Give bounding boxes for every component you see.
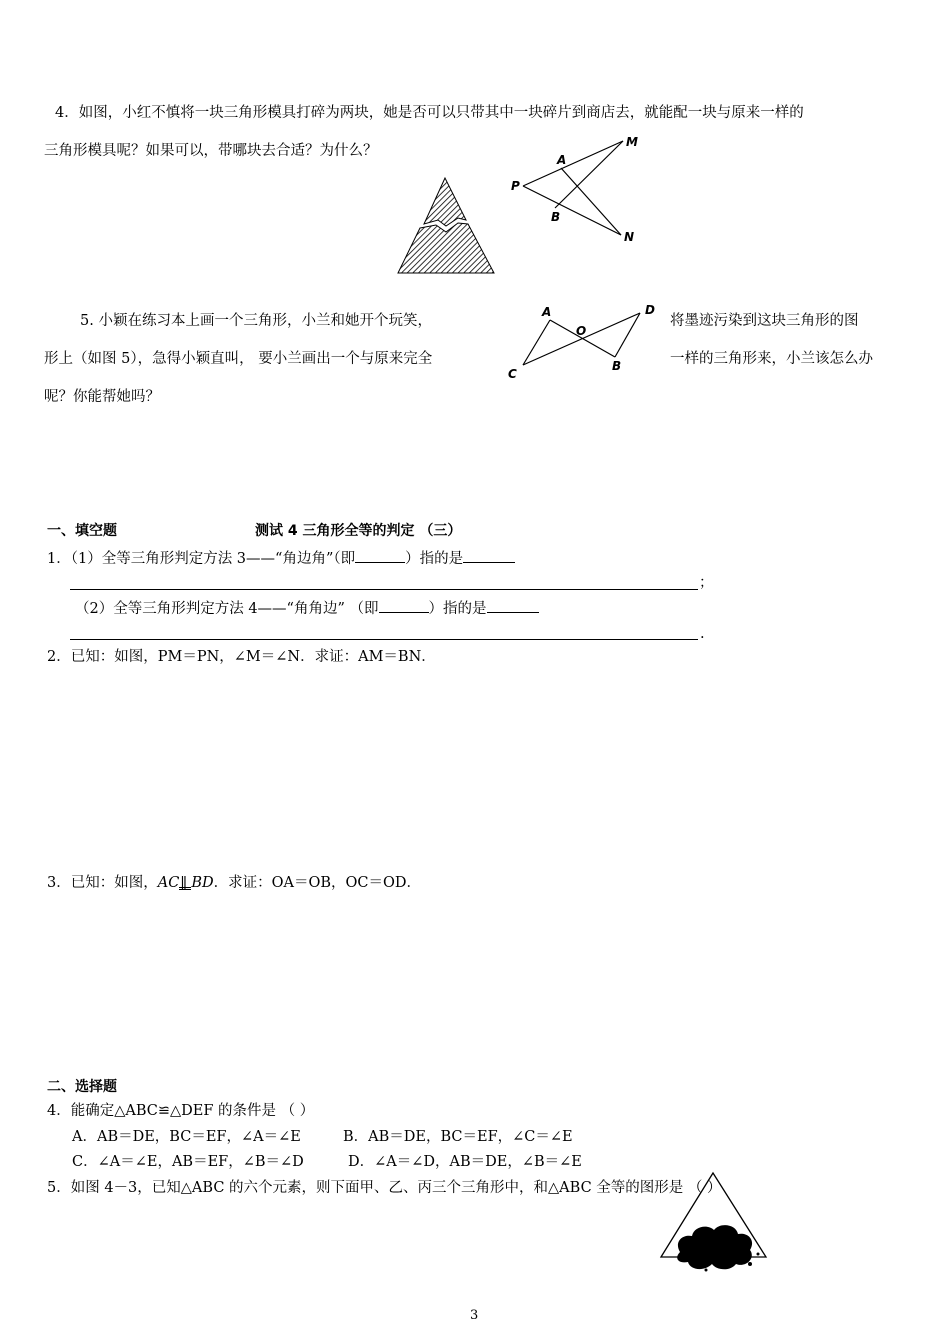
q5-line1-left: 5. 小颖在练习本上画一个三角形，小兰和她开个玩笑，	[80, 313, 432, 329]
q5-line2-left: 形上（如图 5），急得小颖直叫， 要小兰画出一个与原来完全	[44, 351, 433, 367]
choice5-stem: 5．如图 4－3，已知△ABC 的六个元素，则下面甲、乙、丙三个三角形中，和△ABC 全等的图形是 （ ）	[47, 1180, 722, 1196]
fill3-prefix: 3．已知：如图，	[47, 875, 158, 891]
choice4-option-b: B．AB＝DE，BC＝EF，∠C＝∠E	[343, 1129, 573, 1145]
parallel-equal-symbol: ∥	[179, 874, 191, 890]
fill1-end2: .	[700, 626, 705, 642]
fill1-blank1[interactable]	[355, 547, 405, 563]
fill3-ac: AC	[157, 875, 180, 891]
pmn-figure	[505, 133, 645, 243]
q5-line1-right: 将墨迹污染到这块三角形的图	[670, 313, 859, 329]
q4-line1: 4．如图，小红不慎将一块三角形模具打碎为两块，她是否可以只带其中一块碎片到商店去，就能配一块与原来一样的	[55, 105, 804, 121]
triangle-top-piece	[424, 178, 466, 226]
fill3-bd: BD	[191, 875, 214, 891]
label-b: B	[551, 210, 561, 224]
section1-title: 测试 4 三角形全等的判定 （三）	[255, 523, 462, 539]
fill3-text	[47, 873, 421, 893]
label-p: P	[511, 179, 520, 193]
fill1-part1-b: ）指的是	[405, 551, 464, 567]
label-b2: B	[612, 359, 622, 373]
fill1-part2	[75, 597, 539, 619]
fill1-blank3[interactable]	[379, 597, 429, 613]
label-n: N	[624, 230, 635, 244]
label-d: D	[645, 303, 655, 317]
q4-line2: 三角形模具呢？如果可以，带哪块去合适？为什么？	[44, 143, 378, 159]
fill1-end1: ；	[699, 575, 714, 591]
choice4-stem: 4．能确定△ABC≌△DEF 的条件是 （ ）	[47, 1103, 315, 1119]
fill1-part1	[47, 547, 515, 569]
label-c: C	[508, 367, 517, 381]
fill1-part1-a: 1．（1）全等三角形判定方法 3——“角边角”（即	[47, 551, 356, 567]
label-a2: A	[542, 305, 552, 319]
ink-blot	[677, 1225, 752, 1269]
fill1-blank2[interactable]	[463, 547, 515, 563]
q5-line2-right: 一样的三角形来，小兰该怎么办	[670, 351, 873, 367]
label-m: M	[626, 135, 638, 149]
fill1-answer-line1[interactable]	[70, 589, 698, 590]
section2-label: 二、选择题	[47, 1079, 117, 1095]
ink-triangle-figure	[658, 1170, 770, 1270]
page-number: 3	[470, 1308, 479, 1323]
section1-label: 一、填空题	[47, 523, 117, 539]
fill1-part2-b: ）指的是	[428, 601, 487, 617]
broken-triangle-figure	[396, 176, 496, 276]
label-a: A	[557, 153, 567, 167]
fill1-blank4[interactable]	[487, 597, 539, 613]
acbd-figure	[505, 300, 665, 380]
choice4-option-c: C．∠A＝∠E，AB＝EF，∠B＝∠D	[72, 1154, 304, 1170]
fill1-part2-a: （2）全等三角形判定方法 4——“角角边” （即	[75, 601, 379, 617]
fill1-answer-line2[interactable]	[70, 639, 698, 640]
triangle-bottom-piece	[398, 223, 494, 273]
fill3-suffix: ．求证：OA＝OB，OC＝OD．	[213, 875, 421, 891]
choice4-option-a: A．AB＝DE，BC＝EF，∠A＝∠E	[72, 1129, 301, 1145]
label-o: O	[576, 324, 587, 338]
choice4-option-d: D．∠A＝∠D，AB＝DE，∠B＝∠E	[348, 1154, 582, 1170]
q5-line3: 呢？你能帮她吗？	[44, 389, 160, 405]
fill2-text: 2．已知：如图，PM＝PN，∠M＝∠N．求证：AM＝BN．	[47, 649, 436, 665]
